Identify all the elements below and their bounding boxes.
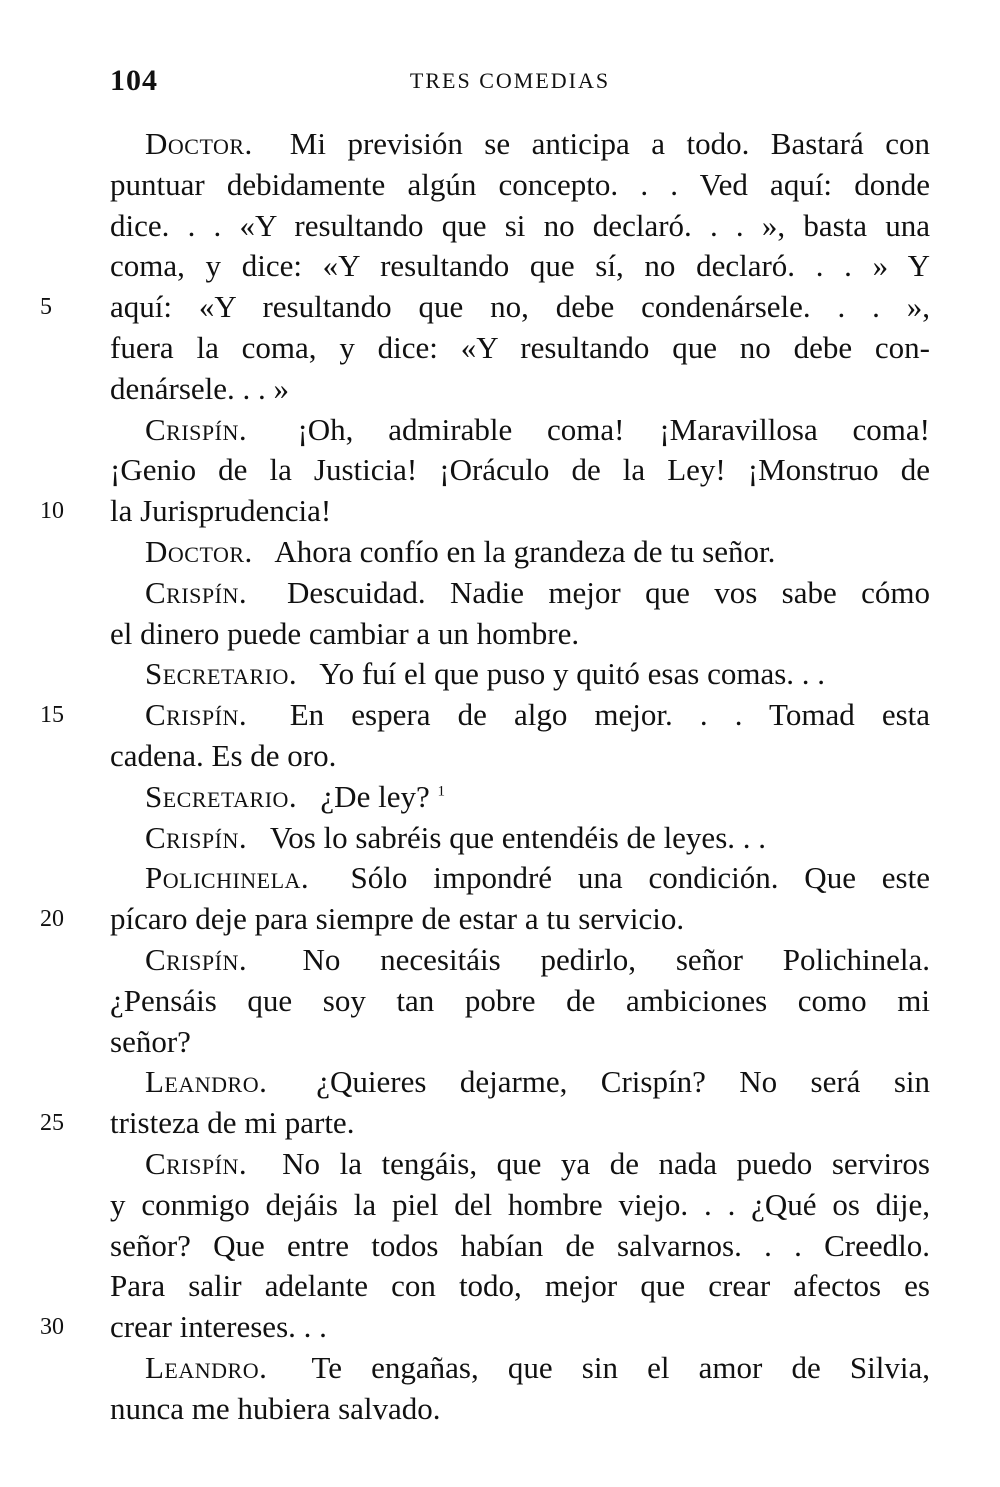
text-line	[110, 328, 930, 369]
speaker-name: Crispín.	[145, 697, 248, 733]
line-number: 5	[40, 294, 52, 321]
line-text: y conmigo dejáis la piel del hombre viejo. . . ¿Qué os dije,	[110, 1186, 930, 1222]
text-line	[110, 777, 930, 818]
speaker-name: Doctor.	[145, 533, 253, 569]
text-line	[110, 1348, 930, 1389]
speaker-name: Secretario.	[145, 656, 298, 692]
footnote-marker: 1	[437, 783, 445, 800]
line-text: coma, y dice: «Y resultando que sí, no declaró. . . » Y	[110, 248, 930, 284]
line-text: ¿De ley?	[320, 778, 430, 814]
line-text: Yo fuí el que puso y quitó esas comas. . .	[319, 656, 826, 692]
line-text: Vos lo sabréis que entendéis de leyes. . .	[269, 819, 767, 855]
line-text: Descuidad. Nadie mejor que vos sabe cómo	[287, 574, 931, 610]
speaker-name: Doctor.	[145, 126, 253, 161]
line-text: Mi previsión se anticipa a todo. Bastará con	[289, 126, 930, 161]
line-text: ¿Quieres dejarme, Crispín? No será sin	[316, 1064, 931, 1100]
speaker-name: Crispín.	[145, 411, 248, 447]
text-line	[110, 858, 930, 899]
text-line	[40, 1103, 930, 1144]
speaker-name: Leandro.	[145, 1349, 268, 1385]
text-line	[110, 410, 930, 451]
line-number: 15	[40, 702, 64, 729]
text-line	[40, 695, 931, 736]
speaker-name: Crispín.	[145, 819, 248, 855]
speaker-name: Polichinela.	[145, 860, 310, 896]
text-line	[110, 614, 930, 655]
text-line	[110, 206, 930, 247]
line-text: dice. . . «Y resultando que si no declaró. . . », basta una	[110, 207, 930, 243]
speaker-name: Crispín.	[145, 574, 248, 610]
text-line	[110, 736, 930, 777]
line-text: cadena. Es de oro.	[110, 737, 337, 773]
line-text: Para salir adelante con todo, mejor que crear afectos es	[110, 1268, 930, 1304]
text-line	[110, 124, 930, 165]
line-number: 30	[40, 1314, 64, 1341]
line-text: tristeza de mi parte.	[110, 1105, 355, 1141]
text-line	[110, 1185, 930, 1226]
line-text: crear intereses. . .	[110, 1309, 327, 1345]
text-line	[110, 940, 930, 981]
line-text: el dinero puede cambiar a un hombre.	[110, 615, 580, 651]
text-line	[110, 818, 930, 859]
line-text: ¡Oh, admirable coma! ¡Maravillosa coma!	[297, 411, 931, 447]
text-line	[110, 654, 930, 695]
line-text: Te engañas, que sin el amor de Silvia,	[311, 1349, 930, 1385]
text-line	[110, 1144, 930, 1185]
speaker-name: Crispín.	[145, 1145, 248, 1181]
line-text: Sólo impondré una condición. Que este	[350, 860, 930, 896]
text-line	[110, 532, 930, 573]
text-line	[40, 287, 930, 328]
text-line	[110, 573, 930, 614]
page-header	[0, 64, 1000, 100]
text-line	[110, 1062, 930, 1103]
line-text: aquí: «Y resultando que no, debe condenársele. . . »,	[110, 289, 930, 325]
line-text: ¿Pensáis que soy tan pobre de ambiciones como mi	[110, 982, 930, 1018]
play-text	[40, 124, 931, 1430]
text-line	[40, 899, 930, 940]
page-number: 104	[110, 64, 158, 97]
text-line	[40, 1307, 930, 1348]
line-text: nunca me hubiera salvado.	[110, 1390, 441, 1426]
line-text: la Jurisprudencia!	[110, 493, 332, 529]
line-text: En espera de algo mejor. . . Tomad esta	[289, 697, 931, 733]
speaker-name: Secretario.	[145, 778, 298, 814]
line-text: Ahora confío en la grandeza de tu señor.	[274, 533, 776, 569]
text-line	[40, 491, 930, 532]
speaker-name: Leandro.	[145, 1064, 268, 1100]
line-number: 20	[40, 906, 64, 933]
text-line	[110, 981, 930, 1022]
text-line	[110, 450, 930, 491]
text-line	[110, 1389, 930, 1430]
text-line	[110, 1022, 930, 1063]
line-text: señor?	[110, 1023, 191, 1059]
text-line	[110, 369, 930, 410]
line-text: denársele. . . »	[110, 370, 290, 406]
text-line	[110, 165, 930, 206]
line-text: señor? Que entre todos habían de salvarnos. . . Creedlo.	[110, 1227, 930, 1263]
line-text: puntuar debidamente algún concepto. . . Ved aquí: donde	[110, 166, 930, 202]
running-title: TRES COMEDIAS	[409, 68, 611, 93]
line-text: No la tengáis, que ya de nada puedo serviros	[282, 1145, 930, 1181]
line-text: fuera la coma, y dice: «Y resultando que no debe con-	[110, 329, 930, 365]
text-line	[110, 1226, 930, 1267]
speaker-name: Crispín.	[145, 941, 248, 977]
line-text: pícaro deje para siempre de estar a tu servicio.	[110, 901, 685, 937]
text-line	[110, 1266, 930, 1307]
line-number: 25	[40, 1110, 64, 1137]
text-line	[110, 246, 930, 287]
line-text: ¡Genio de la Justicia! ¡Oráculo de la Ley! ¡Monstruo de	[110, 452, 930, 488]
line-text: No necesitáis pedirlo, señor Polichinela.	[302, 941, 930, 977]
line-number: 10	[40, 498, 64, 525]
